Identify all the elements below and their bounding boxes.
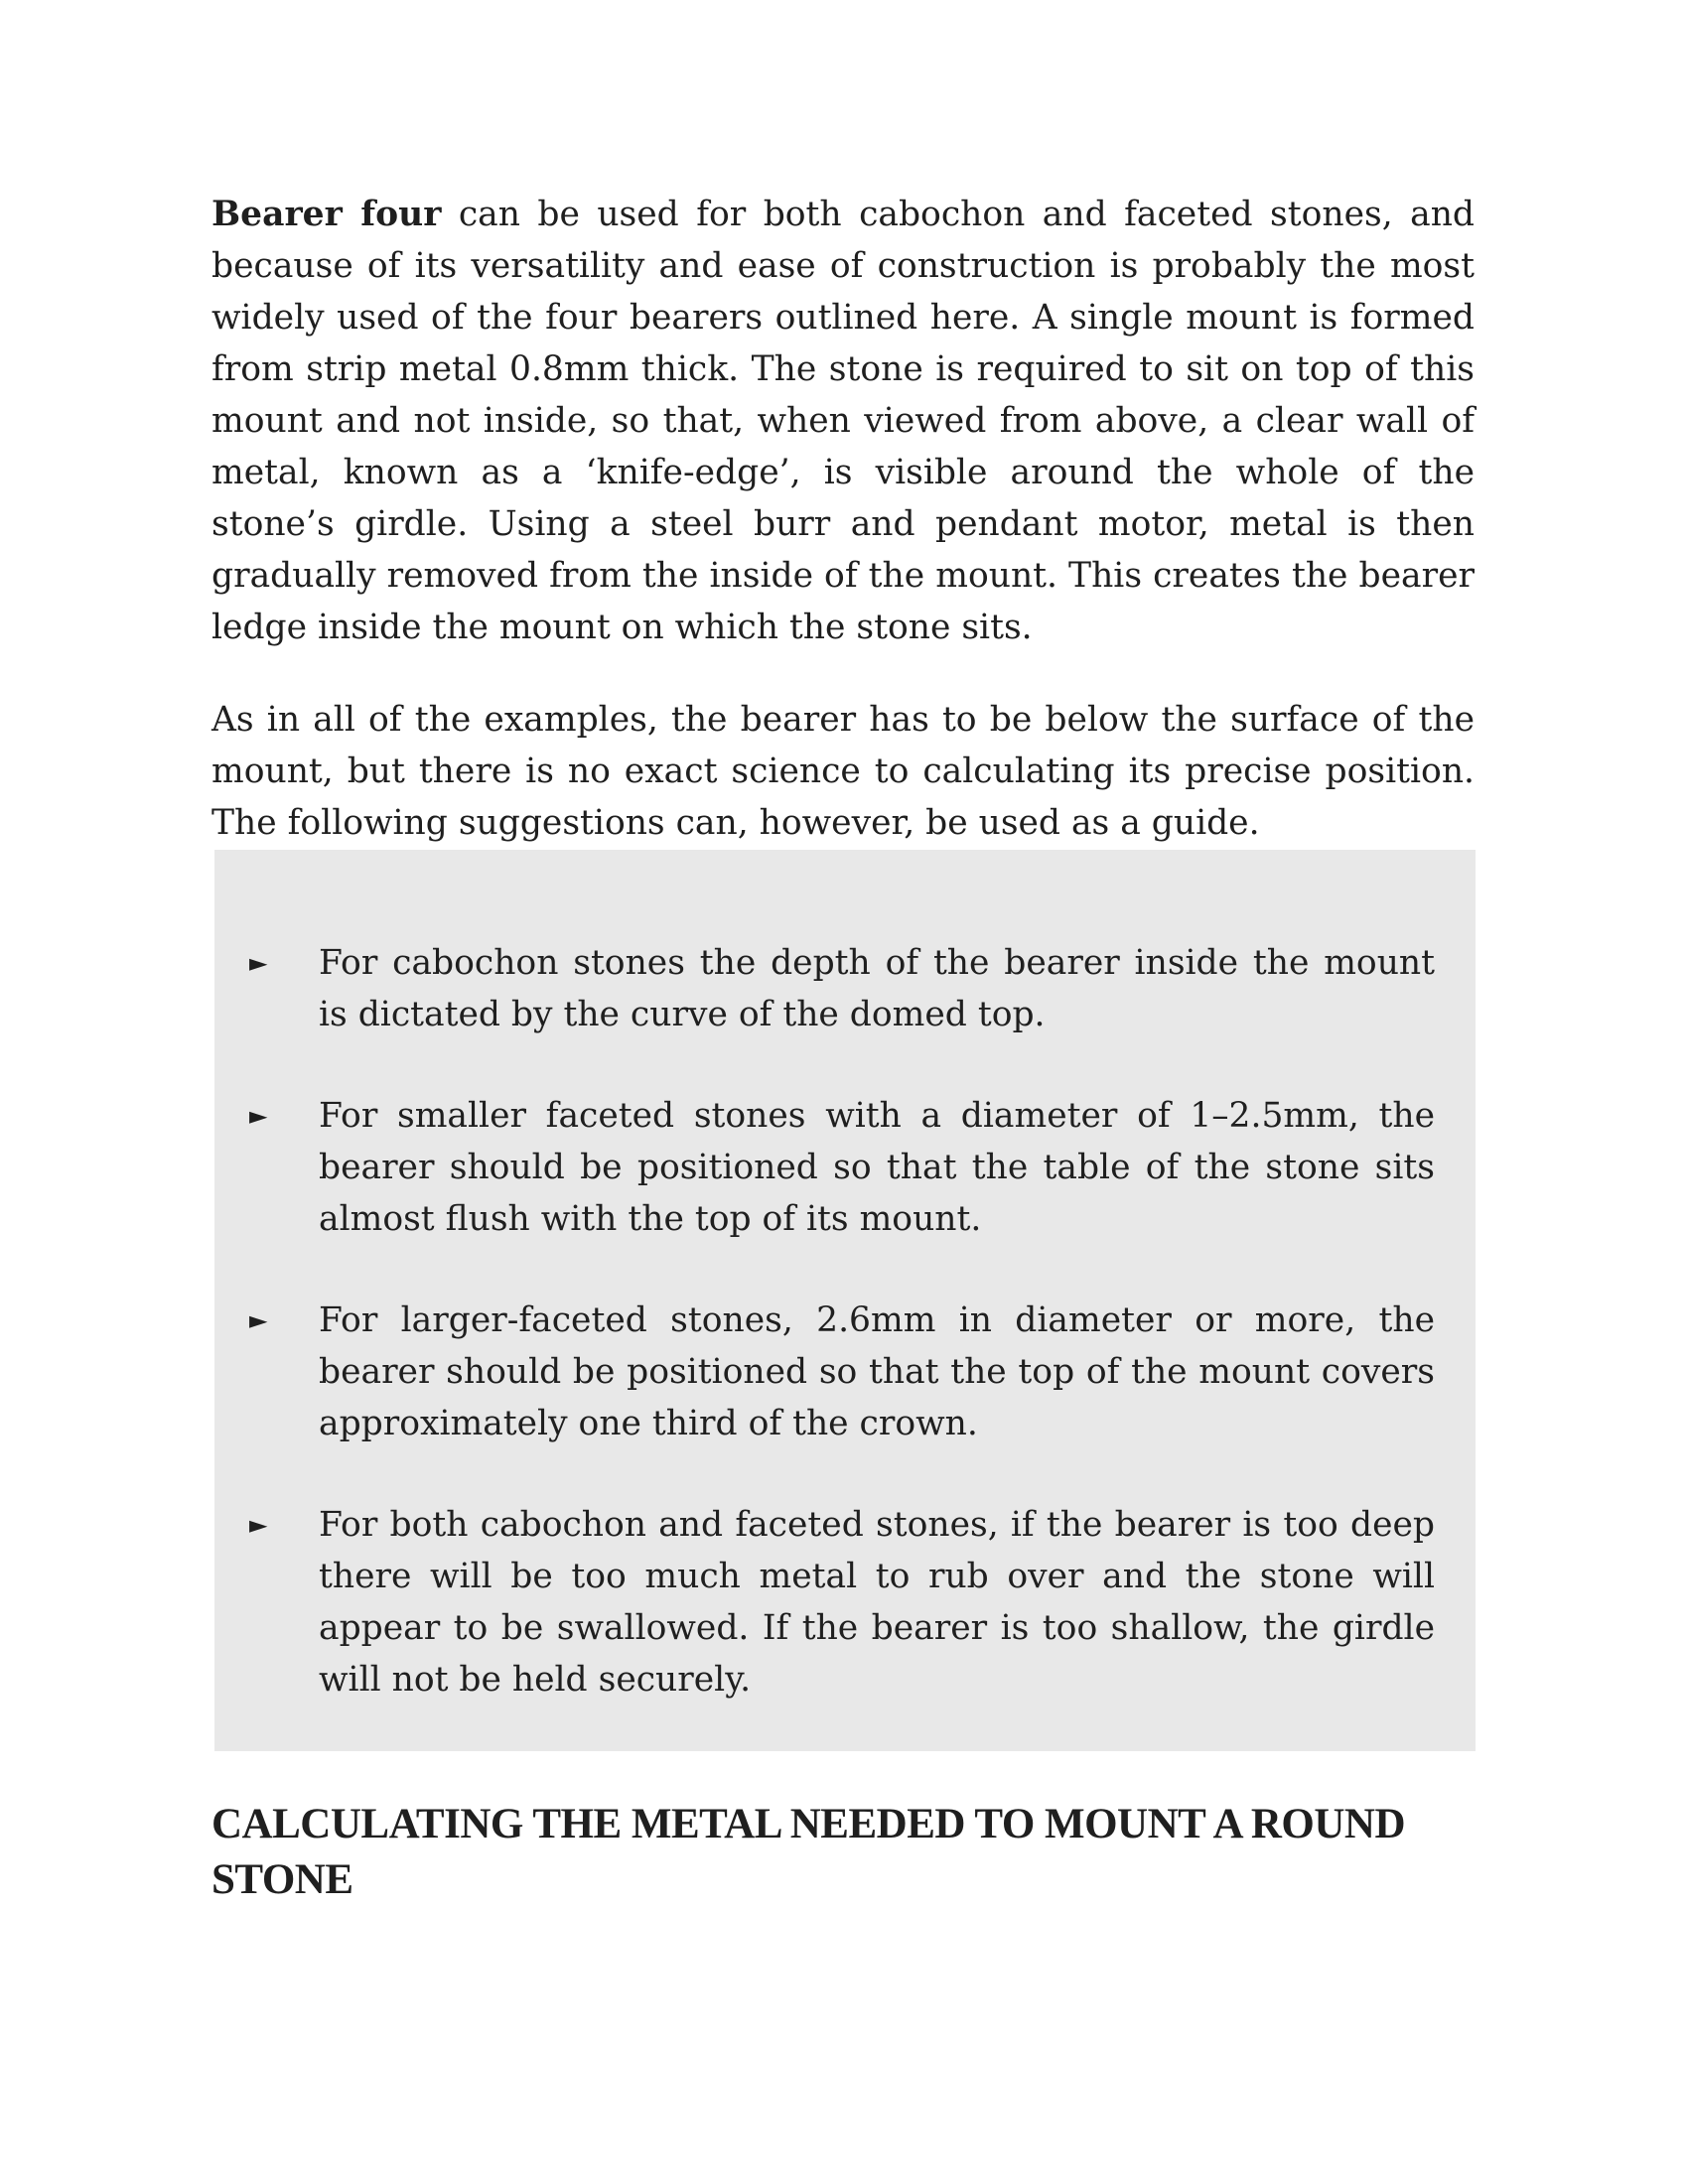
body-text (211, 189, 1475, 849)
intro-paragraph (211, 189, 1475, 653)
triangle-bullet-icon: ► (249, 1511, 268, 1539)
intro-text: can be used for both cabochon and faceted stones, and because of its versatility and ease of construction is probably the most widely used of the four bearers outlined here. A single mount is formed from strip metal 0.8mm thick. The stone is required to sit on top of this mount and not inside, so that, when viewed from above, a clear wall of metal, known as a ‘knife-edge’, is visible around the whole of the stone’s girdle. Using a steel burr and pendant motor, metal is then gradually removed from the inside of the mount. This creates the bearer ledge inside the mount on which the stone sits. (211, 195, 1475, 647)
intro-lead-bold: Bearer four (211, 195, 442, 234)
triangle-bullet-icon: ► (249, 949, 268, 977)
suggestions-callout-box (214, 850, 1476, 1751)
triangle-bullet-icon: ► (249, 1102, 268, 1130)
bullet-item-small-faceted (249, 1090, 1435, 1245)
bullet-item-large-faceted (249, 1295, 1435, 1449)
bullet-text: For smaller faceted stones with a diameter of 1–2.5mm, the bearer should be positioned so that the table of the stone sits almost flush with the top of its mount. (319, 1096, 1435, 1239)
bullet-item-cabochon (249, 937, 1435, 1040)
bullet-text: For cabochon stones the depth of the bearer inside the mount is dictated by the curve of the domed top. (319, 943, 1435, 1034)
triangle-bullet-icon: ► (249, 1306, 268, 1334)
bullet-text: For both cabochon and faceted stones, if the bearer is too deep there will be too much metal to rub over and the stone will appear to be swallowed. If the bearer is too shallow, the girdle will not be held securely. (319, 1505, 1435, 1700)
guide-paragraph: As in all of the examples, the bearer has to be below the surface of the mount, but there is no exact science to calculating its precise position. The following suggestions can, however, be used as a guide. (211, 700, 1475, 843)
bullet-item-depth-warning (249, 1499, 1435, 1706)
section-heading: CALCULATING THE METAL NEEDED TO MOUNT A ROUND STONE (211, 1801, 1406, 1903)
bullet-text: For larger-faceted stones, 2.6mm in diameter or more, the bearer should be positioned so that the top of the mount covers approximately one third of the crown. (319, 1300, 1435, 1443)
